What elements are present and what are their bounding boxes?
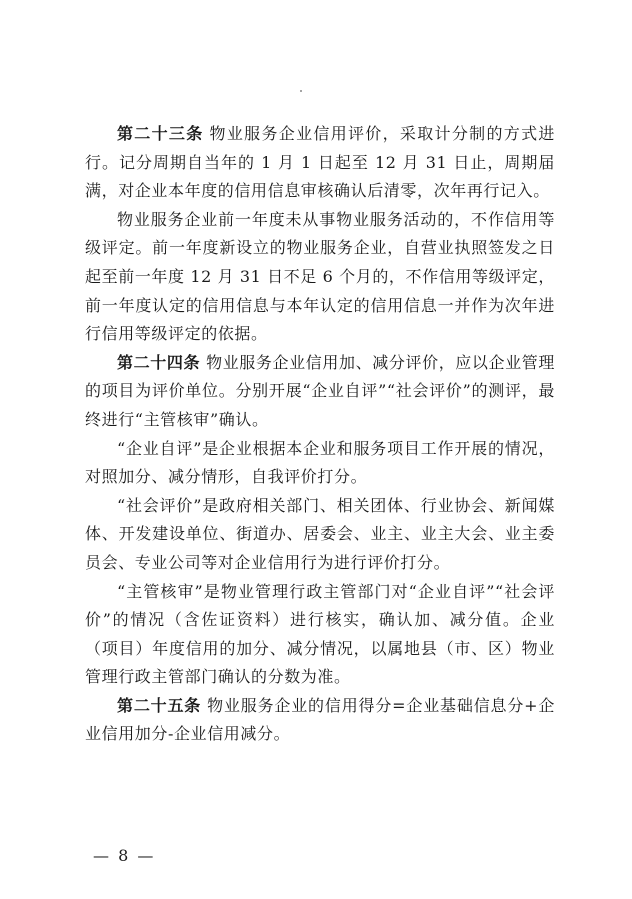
article-heading: 第二十五条 [117,695,202,715]
paragraph-text: 物业服务企业的信用得分=企业基础信息分+企业信用加分-企业信用减分。 [85,695,555,744]
article-heading: 第二十四条 [117,352,201,372]
article-heading: 第二十三条 [117,124,204,143]
paragraph-article-25 [85,692,555,749]
paragraph-article-24 [85,349,555,435]
paragraph-text: 物业服务企业信用加、减分评价，应以企业管理的项目为评价单位。分别开展“企业自评”“社会评价”的测评，最终进行“主管核审”确认。 [85,352,555,429]
paragraph-social-evaluation [85,492,555,578]
scan-speck [300,90,302,92]
page-number: — 8 — [93,846,156,865]
paragraph-authority-review [85,578,555,692]
paragraph-text: “社会评价”是政府相关部门、相关团体、行业协会、新闻媒体、开发建设单位、街道办、居委会、业主、业主大会、业主委员会、专业公司等对企业信用行为进行评价打分。 [85,495,555,572]
paragraph-text: “主管核审”是物业管理行政主管部门对“企业自评”“社会评价”的情况（含佐证资料）进行核实，确认加、减分值。企业（项目）年度信用的加分、减分情况，以属地县（市、区）物业管理行政主管部门确认的分数为准。 [85,581,555,687]
paragraph-article-23 [85,120,555,206]
paragraph-text: “企业自评”是企业根据本企业和服务项目工作开展的情况，对照加分、减分情形，自我评价打分。 [85,438,555,487]
paragraph-text: 物业服务企业信用评价，采取计分制的方式进行。记分周期自当年的 1 月 1 日起至 12 月 31 日止，周期届满，对企业本年度的信用信息审核确认后清零，次年再行记入。 [85,124,555,201]
paragraph-self-evaluation [85,435,555,492]
paragraph-text: 物业服务企业前一年度未从事物业服务活动的，不作信用等级评定。前一年度新设立的物业服务企业，自营业执照签发之日起至前一年度 12 月 31 日不足 6 个月的，不作信用等级评定，前一年度认定的信用信息与本年认定的信用信息一并作为次年进行信用等级评定的依据。 [85,209,555,344]
paragraph-rating-exemption [85,206,555,349]
document-body [85,120,555,749]
